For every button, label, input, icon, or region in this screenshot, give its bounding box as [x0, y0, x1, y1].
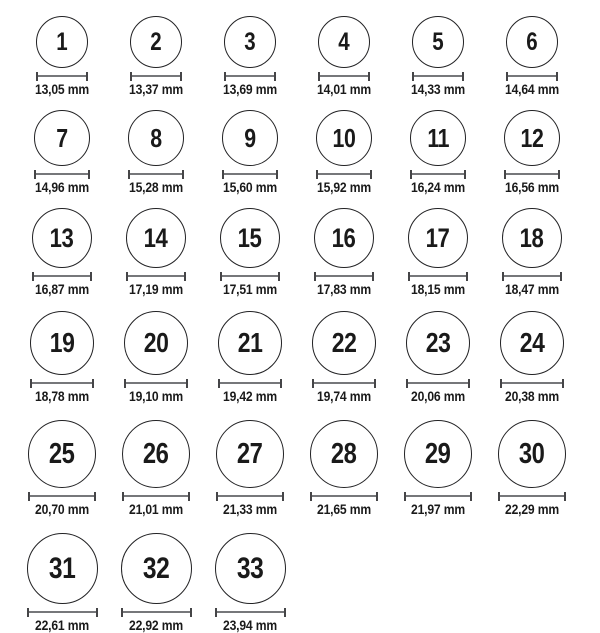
diameter-label: 18,47 mm [505, 282, 559, 297]
ring-size-number: 19 [49, 327, 75, 358]
ring-size-row [15, 420, 600, 517]
diameter-measure-bar-icon [215, 608, 286, 617]
ring-size-number: 11 [427, 123, 449, 153]
ring-size-item [485, 110, 579, 195]
diameter-label: 20,70 mm [35, 502, 89, 517]
diameter-measure-bar-icon [124, 379, 188, 388]
ring-size-row [15, 16, 600, 97]
ring-circle [34, 110, 90, 166]
diameter-label: 21,01 mm [129, 502, 183, 517]
ring-circle [502, 208, 562, 268]
ring-circle [316, 110, 372, 166]
diameter-measure-bar-icon [502, 272, 562, 281]
diameter-measure-bar-icon [412, 72, 464, 81]
diameter-measure-bar-icon [36, 72, 88, 81]
ring-size-item [203, 420, 297, 517]
diameter-measure-bar-icon [410, 170, 466, 179]
ring-circle [130, 16, 182, 68]
ring-size-row [15, 208, 600, 297]
ring-size-item [109, 311, 203, 404]
ring-size-number: 29 [425, 437, 451, 470]
ring-size-number: 12 [520, 123, 544, 153]
ring-size-item [485, 311, 579, 404]
ring-circle [27, 533, 98, 604]
ring-circle [408, 208, 468, 268]
ring-size-number: 18 [520, 222, 544, 253]
ring-size-number: 28 [331, 437, 357, 470]
diameter-measure-bar-icon [506, 72, 558, 81]
ring-size-number: 6 [526, 27, 538, 56]
diameter-measure-bar-icon [216, 492, 284, 501]
ring-size-number: 23 [425, 327, 451, 358]
ring-size-item [15, 110, 109, 195]
ring-circle [218, 311, 282, 375]
ring-size-item [15, 208, 109, 297]
diameter-measure-bar-icon [130, 72, 182, 81]
ring-size-item [485, 16, 579, 97]
diameter-label: 21,65 mm [317, 502, 371, 517]
diameter-label: 13,05 mm [35, 82, 89, 97]
ring-circle [504, 110, 560, 166]
diameter-measure-bar-icon [498, 492, 566, 501]
diameter-label: 19,10 mm [129, 389, 183, 404]
diameter-label: 17,83 mm [317, 282, 371, 297]
ring-circle [506, 16, 558, 68]
ring-size-item [297, 420, 391, 517]
ring-circle [498, 420, 566, 488]
diameter-measure-bar-icon [121, 608, 192, 617]
diameter-measure-bar-icon [27, 608, 98, 617]
diameter-label: 15,60 mm [223, 180, 277, 195]
ring-size-item [203, 208, 297, 297]
diameter-measure-bar-icon [122, 492, 190, 501]
ring-size-row [15, 110, 600, 195]
ring-size-number: 31 [48, 551, 76, 585]
ring-size-number: 20 [143, 327, 169, 358]
ring-circle [28, 420, 96, 488]
ring-size-number: 16 [332, 222, 356, 253]
diameter-label: 14,33 mm [411, 82, 465, 97]
diameter-measure-bar-icon [218, 379, 282, 388]
ring-size-item [203, 311, 297, 404]
diameter-label: 17,19 mm [129, 282, 183, 297]
ring-size-number: 9 [244, 123, 256, 153]
ring-size-number: 5 [432, 27, 444, 56]
ring-circle [404, 420, 472, 488]
ring-size-item [391, 311, 485, 404]
ring-circle [124, 311, 188, 375]
diameter-label: 22,92 mm [129, 618, 183, 633]
ring-size-number: 1 [56, 27, 68, 56]
diameter-label: 13,69 mm [223, 82, 277, 97]
diameter-label: 23,94 mm [223, 618, 277, 633]
diameter-measure-bar-icon [126, 272, 186, 281]
diameter-measure-bar-icon [314, 272, 374, 281]
ring-size-row [15, 533, 600, 633]
ring-size-number: 4 [338, 27, 350, 56]
ring-size-item [485, 208, 579, 297]
diameter-measure-bar-icon [500, 379, 564, 388]
ring-size-item [109, 16, 203, 97]
ring-size-number: 7 [56, 123, 68, 153]
ring-size-item [391, 110, 485, 195]
diameter-label: 16,24 mm [411, 180, 465, 195]
diameter-measure-bar-icon [504, 170, 560, 179]
ring-circle [128, 110, 184, 166]
ring-size-item [109, 208, 203, 297]
diameter-label: 15,28 mm [129, 180, 183, 195]
ring-circle [122, 420, 190, 488]
ring-circle [220, 208, 280, 268]
ring-size-item [297, 208, 391, 297]
ring-size-number: 25 [49, 437, 75, 470]
diameter-measure-bar-icon [316, 170, 372, 179]
diameter-label: 13,37 mm [129, 82, 183, 97]
diameter-label: 14,96 mm [35, 180, 89, 195]
diameter-label: 14,64 mm [505, 82, 559, 97]
diameter-measure-bar-icon [310, 492, 378, 501]
ring-circle [32, 208, 92, 268]
ring-circle [216, 420, 284, 488]
ring-circle [318, 16, 370, 68]
ring-size-number: 27 [237, 437, 263, 470]
diameter-label: 18,78 mm [35, 389, 89, 404]
diameter-label: 22,61 mm [35, 618, 89, 633]
ring-size-number: 3 [244, 27, 256, 56]
diameter-measure-bar-icon [220, 272, 280, 281]
ring-size-number: 2 [150, 27, 162, 56]
diameter-label: 14,01 mm [317, 82, 371, 97]
diameter-measure-bar-icon [32, 272, 92, 281]
ring-circle [222, 110, 278, 166]
ring-size-number: 32 [142, 551, 170, 585]
diameter-measure-bar-icon [404, 492, 472, 501]
ring-size-item [297, 311, 391, 404]
diameter-label: 21,97 mm [411, 502, 465, 517]
ring-size-number: 10 [332, 123, 356, 153]
diameter-label: 19,74 mm [317, 389, 371, 404]
ring-size-item [203, 16, 297, 97]
ring-circle [500, 311, 564, 375]
ring-circle [412, 16, 464, 68]
ring-size-item [109, 533, 203, 633]
diameter-label: 16,87 mm [35, 282, 89, 297]
diameter-measure-bar-icon [224, 72, 276, 81]
ring-size-number: 22 [331, 327, 357, 358]
ring-circle [36, 16, 88, 68]
ring-size-item [203, 110, 297, 195]
diameter-measure-bar-icon [222, 170, 278, 179]
ring-circle [314, 208, 374, 268]
diameter-label: 19,42 mm [223, 389, 277, 404]
ring-size-item [109, 420, 203, 517]
diameter-label: 20,06 mm [411, 389, 465, 404]
ring-circle [310, 420, 378, 488]
ring-circle [410, 110, 466, 166]
ring-circle [312, 311, 376, 375]
ring-size-number: 14 [144, 222, 168, 253]
ring-size-number: 17 [426, 222, 450, 253]
ring-circle [126, 208, 186, 268]
ring-size-item [297, 16, 391, 97]
ring-size-item [109, 110, 203, 195]
diameter-label: 17,51 mm [223, 282, 277, 297]
ring-size-number: 15 [238, 222, 262, 253]
ring-size-item [15, 420, 109, 517]
ring-size-number: 30 [519, 437, 545, 470]
diameter-measure-bar-icon [30, 379, 94, 388]
diameter-measure-bar-icon [318, 72, 370, 81]
ring-size-number: 33 [236, 551, 264, 585]
ring-size-item [391, 16, 485, 97]
ring-size-item [391, 208, 485, 297]
ring-circle [406, 311, 470, 375]
diameter-label: 15,92 mm [317, 180, 371, 195]
ring-size-number: 26 [143, 437, 169, 470]
ring-size-item [15, 311, 109, 404]
diameter-measure-bar-icon [406, 379, 470, 388]
ring-size-row [15, 311, 600, 404]
diameter-label: 21,33 mm [223, 502, 277, 517]
ring-size-item [297, 110, 391, 195]
ring-size-item [485, 420, 579, 517]
ring-circle [215, 533, 286, 604]
diameter-label: 22,29 mm [505, 502, 559, 517]
diameter-label: 18,15 mm [411, 282, 465, 297]
ring-circle [30, 311, 94, 375]
ring-circle [121, 533, 192, 604]
diameter-label: 16,56 mm [505, 180, 559, 195]
ring-size-number: 13 [50, 222, 74, 253]
ring-size-item [203, 533, 297, 633]
diameter-label: 20,38 mm [505, 389, 559, 404]
diameter-measure-bar-icon [28, 492, 96, 501]
diameter-measure-bar-icon [34, 170, 90, 179]
ring-circle [224, 16, 276, 68]
diameter-measure-bar-icon [128, 170, 184, 179]
diameter-measure-bar-icon [312, 379, 376, 388]
ring-size-item [15, 16, 109, 97]
ring-size-number: 21 [237, 327, 263, 358]
ring-size-number: 24 [519, 327, 545, 358]
ring-size-item [391, 420, 485, 517]
ring-size-item [15, 533, 109, 633]
diameter-measure-bar-icon [408, 272, 468, 281]
ring-size-number: 8 [150, 123, 162, 153]
